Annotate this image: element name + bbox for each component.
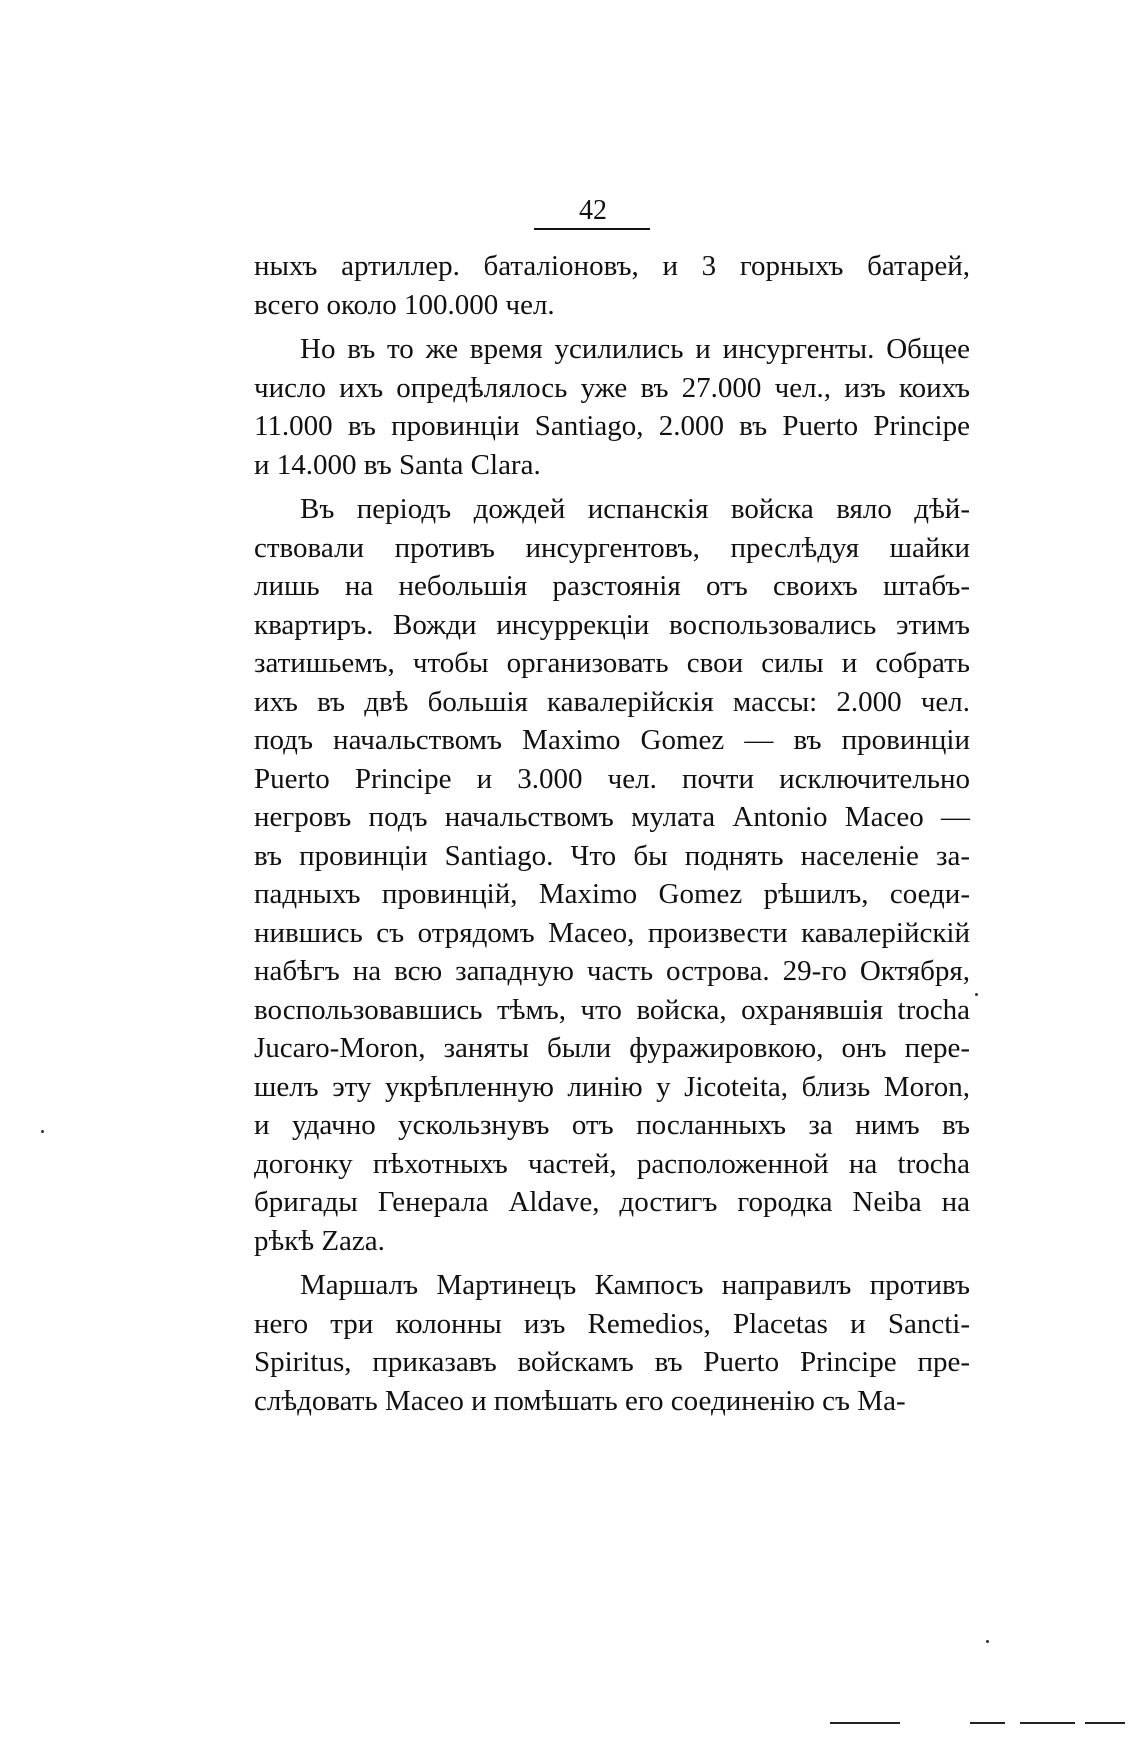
text-line: въ провинціи Santiago. Что бы поднять населеніе за-: [254, 839, 970, 872]
scan-speck: [986, 1640, 989, 1643]
text-line: нившись съ отрядомъ Maceo, произвести кавалерійскій: [254, 916, 970, 949]
scan-edge-marks: [830, 1722, 1140, 1724]
scan-speck: [975, 993, 978, 996]
paragraph: [254, 1266, 970, 1420]
text-line: число ихъ опредѣлялось уже въ 27.000 чел., изъ коихъ: [254, 371, 970, 404]
text-line: лишь на небольшія разстоянія отъ своихъ штабъ-: [254, 570, 970, 602]
text-line: воспользовавшись тѣмъ, что войска, охранявшія trocha: [254, 993, 970, 1026]
text-line: ствовали противъ инсургентовъ, преслѣдуя шайки: [254, 531, 970, 564]
paragraph: [254, 247, 970, 324]
text-line: Въ періодъ дождей испанскія войска вяло дѣй-: [300, 493, 970, 525]
text-line: Puerto Principe и 3.000 чел. почти исключительно: [254, 762, 970, 795]
page-number: 42: [579, 195, 607, 226]
body-text: [254, 247, 970, 1426]
text-line: квартиръ. Вожди инсуррекціи воспользовались этимъ: [254, 608, 970, 641]
text-line: рѣкѣ Zaza.: [254, 1224, 385, 1257]
text-line: 11.000 въ провинціи Santiago, 2.000 въ Puerto Principe: [254, 410, 970, 442]
text-line: и 14.000 въ Santa Clara.: [254, 448, 541, 481]
text-line: набѣгъ на всю западную часть острова. 29-го Октября,: [254, 955, 970, 987]
text-line: затишьемъ, чтобы организовать свои силы и собрать: [254, 647, 970, 679]
page-number-rule: [534, 228, 650, 230]
scan-speck: [41, 1130, 44, 1133]
text-line: ныхъ артиллер. баталіоновъ, и 3 горныхъ батарей,: [254, 250, 970, 282]
text-line: падныхъ провинцій, Maximo Gomez рѣшилъ, соеди-: [254, 878, 970, 910]
text-line: ихъ въ двѣ большія кавалерійскія массы: 2.000 чел.: [254, 685, 970, 718]
text-line: слѣдовать Maceo и помѣшать его соединенію съ Ма-: [254, 1384, 906, 1417]
text-line: негровъ подъ начальствомъ мулата Antonio Maceo —: [254, 801, 970, 833]
text-line: шелъ эту укрѣпленную линію у Jicoteita, близь Moron,: [254, 1070, 970, 1103]
text-line: и удачно ускользнувъ отъ посланныхъ за нимъ въ: [254, 1109, 970, 1141]
text-line: Spiritus, приказавъ войскамъ въ Puerto Principe пре-: [254, 1346, 970, 1378]
text-line: всего около 100.000 чел.: [254, 288, 555, 321]
paragraph: [254, 330, 970, 484]
text-line: бригады Генерала Aldave, достигъ городка Neiba на: [254, 1186, 970, 1218]
text-line: Jucaro-Moron, заняты были фуражировкою, онъ пере-: [254, 1032, 970, 1064]
text-line: Но въ то же время усилились и инсургенты. Общее: [300, 333, 970, 365]
text-line: подъ начальствомъ Maximo Gomez — въ провинціи: [254, 724, 970, 756]
text-line: него три колонны изъ Remedios, Placetas и Sancti-: [254, 1307, 970, 1340]
text-line: Маршалъ Мартинецъ Кампосъ направилъ противъ: [300, 1269, 970, 1301]
paragraph: [254, 490, 970, 1260]
text-line: догонку пѣхотныхъ частей, расположенной на trocha: [254, 1147, 970, 1180]
